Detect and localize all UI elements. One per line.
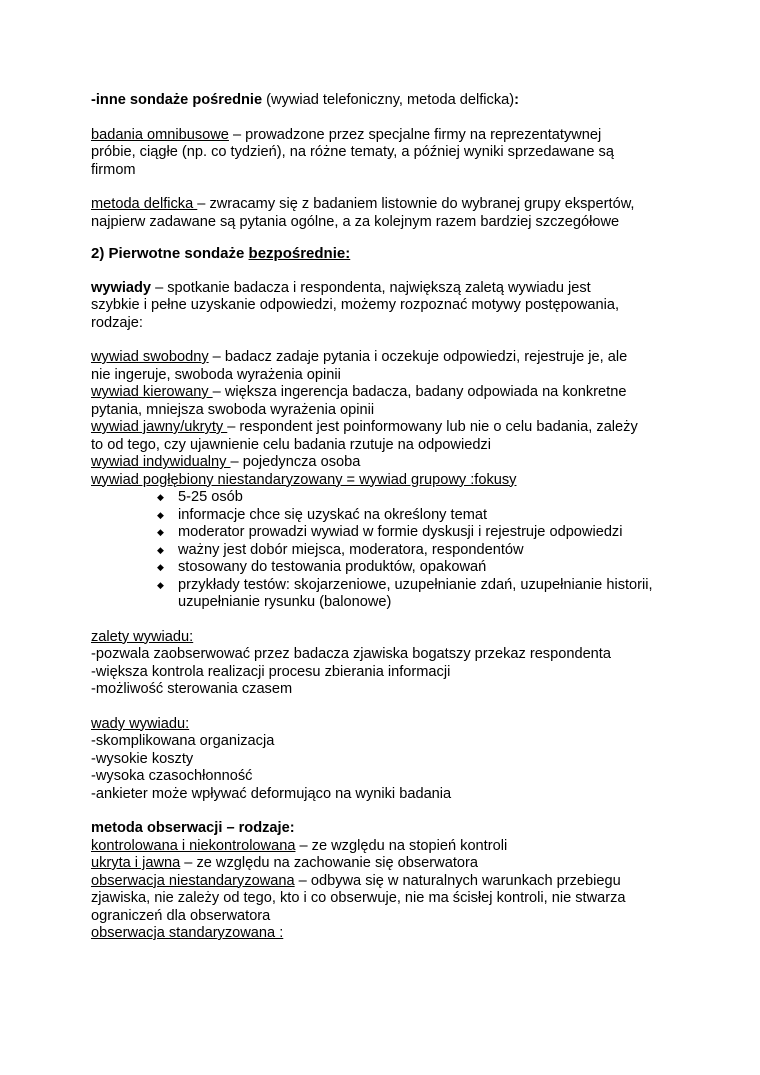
hidden-observation [91,855,681,873]
standard-observation [91,925,681,943]
advantages-heading: zalety wywiadu: [91,628,194,645]
delphi-line-1: – zwracamy się z badaniem listownie do wybranej grupy ekspertów, [197,196,635,212]
interviews-paragraph [91,280,681,333]
controlled-rest: – ze względu na stopień kontroli [295,837,508,854]
free-interview-line-2: nie ingeruje, swoboda wyrażenia opinii [91,366,341,383]
list-item [157,542,681,560]
advantage-item: -większa kontrola realizacji procesu zbierania informacji [91,663,451,680]
indirect-heading-bold: -inne sondaże pośrednie [91,92,263,108]
free-interview-term: wywiad swobodny [91,349,209,365]
bullet-text: przykłady testów: skojarzeniowe, uzupełnianie zdań, uzupełnianie historii, uzupełnianie rysunku (balonowe) [178,576,653,610]
individual-interview-line-1: – pojedyncza osoba [230,454,361,470]
omnibus-term: badania omnibusowe [91,126,229,143]
disadvantage-item: -wysoka czasochłonność [91,768,253,784]
nonstandard-line-2: zjawiska, nie zależy od tego, kto i co obserwuje, nie ma ścisłej kontroli, nie stwarza [91,890,626,906]
nonstandard-term: obserwacja niestandaryzowana [91,872,295,889]
directed-interview-line-1: – większa ingerencja badacza, badany odpowiada na konkretne [212,384,627,400]
bullet-text: moderator prowadzi wywiad w formie dyskusji i rejestruje odpowiedzi [178,524,623,540]
list-item [157,489,681,507]
direct-surveys-heading [91,245,681,263]
list-item [157,507,681,525]
omnibus-paragraph [91,127,681,180]
direct-heading-underlined: bezpośrednie: [248,245,351,262]
delphi-line-2: najpierw zadawane są pytania ogólne, a za kolejnym razem bardziej szczegółowe [91,213,620,230]
nonstandard-line-1: – odbywa się w naturalnych warunkach przebiegu [294,872,621,889]
indirect-surveys-heading [91,92,681,110]
advantage-item: -możliwość sterowania czasem [91,681,293,697]
omnibus-line-2: próbie, ciągłe (np. co tydzień), na różne tematy, a później wyniki sprzedawane są [91,144,614,160]
controlled-term: kontrolowana i niekontrolowana [91,837,296,854]
disadvantage-item: -skomplikowana organizacja [91,733,275,749]
free-interview-line-1: – badacz zadaje pytania i oczekuje odpowiedzi, rejestruje je, ale [208,349,628,365]
individual-interview-paragraph [91,454,681,472]
observation-heading: metoda obserwacji – rodzaje: [91,820,295,836]
directed-interview-paragraph [91,384,681,419]
open-interview-line-2: to od tego, czy ujawnienie celu badania rzutuje na odpowiedzi [91,436,491,453]
interviews-line-2: szybkie i pełne uzyskanie odpowiedzi, możemy rozpoznać motywy postępowania, [91,297,620,313]
open-interview-paragraph [91,419,681,454]
diamond-bullet-icon: ◆ [157,527,164,537]
hidden-term: ukryta i jawna [91,855,181,871]
open-interview-term: wywiad jawny/ukryty [91,419,228,435]
hidden-rest: – ze względu na zachowanie się obserwatora [180,855,478,871]
indirect-heading-colon: : [514,92,519,108]
deep-interview-paragraph [91,472,681,490]
bullet-text: ważny jest dobór miejsca, moderatora, respondentów [178,541,524,558]
document-page [91,92,681,943]
disadvantage-item: -wysokie koszty [91,750,194,767]
diamond-bullet-icon: ◆ [157,492,164,502]
list-item [157,559,681,577]
nonstandard-observation [91,873,681,926]
free-interview-paragraph [91,349,681,384]
interviews-line-3: rodzaje: [91,314,143,331]
diamond-bullet-icon: ◆ [157,544,164,555]
delphi-paragraph [91,196,681,231]
advantage-item: -pozwala zaobserwować przez badacza zjawiska bogatszy przekaz respondenta [91,646,611,662]
diamond-bullet-icon: ◆ [157,562,164,572]
diamond-bullet-icon: ◆ [157,509,164,520]
list-item [157,524,681,542]
disadvantages-heading: wady wywiadu: [91,715,190,732]
omnibus-line-3: firmom [91,161,136,178]
indirect-heading-rest: (wywiad telefoniczny, metoda delficka) [262,92,515,108]
directed-interview-term: wywiad kierowany [91,384,213,400]
direct-heading-text: 2) Pierwotne sondaże [91,245,249,262]
interviews-line-1: – spotkanie badacza i respondenta, największą zaletą wywiadu jest [151,279,591,296]
directed-interview-line-2: pytania, mniejsza swoboda wyrażenia opinii [91,401,375,418]
omnibus-line-1: – prowadzone przez specjalne firmy na reprezentatywnej [228,126,602,143]
interviews-term: wywiady [91,279,152,296]
nonstandard-line-3: ograniczeń dla obserwatora [91,907,271,924]
controlled-observation [91,838,681,856]
bullet-text: 5-25 osób [178,489,243,505]
diamond-bullet-icon: ◆ [157,579,164,590]
bullet-text: informacje chce się uzyskać na określony temat [178,506,488,523]
delphi-term: metoda delficka [91,196,198,212]
bullet-text: stosowany do testowania produktów, opakowań [178,559,487,575]
focus-bullet-list [91,489,681,612]
open-interview-line-1: – respondent jest poinformowany lub nie o celu badania, zależy [227,419,638,435]
standard-term: obserwacja standaryzowana : [91,925,284,941]
disadvantage-item: -ankieter może wpływać deformująco na wyniki badania [91,785,452,802]
individual-interview-term: wywiad indywidualny [91,454,231,470]
list-item [157,577,681,612]
deep-interview-term: wywiad pogłębiony niestandaryzowany = wywiad grupowy :fokusy [91,471,517,488]
